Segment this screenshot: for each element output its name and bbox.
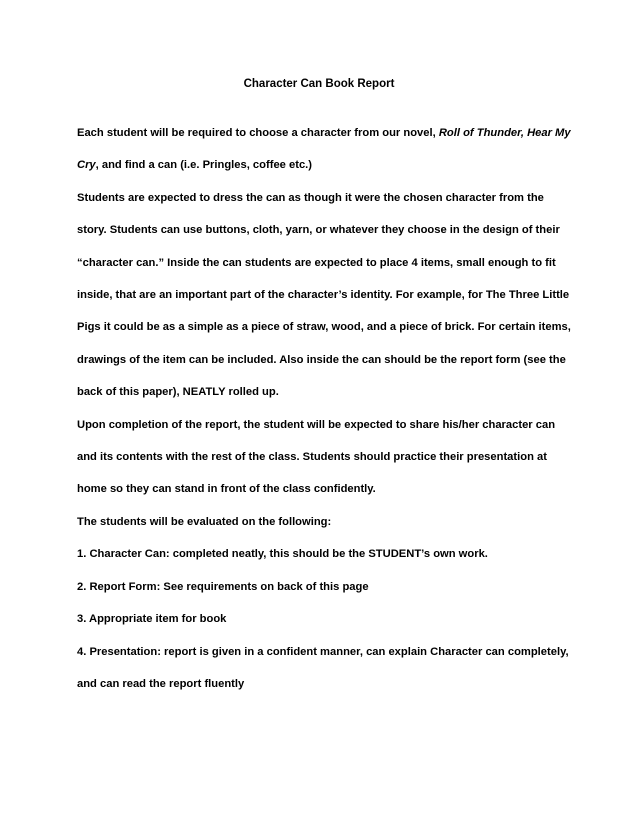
novel-title: Roll of Thunder, Hear My Cry [77,127,571,172]
presentation-paragraph: Upon completion of the report, the student will be expected to share his/her character can and its contents with the rest of the class. Students should practice their presentation at home so they can stand in front of the class confidently. [77,418,556,496]
criteria-item: 2. Report Form: See requirements on back of this page [77,580,369,593]
intro-text-part2: , and find a can (i.e. Pringles, coffee etc.) [95,159,312,172]
intro-text-part1: Each student will be required to choose a character from our novel, [77,127,439,139]
document-title: Character Can Book Report [243,78,395,90]
evaluation-intro: The students will be evaluated on the following: [77,515,332,528]
document-body [77,117,572,700]
criteria-item: 3. Appropriate item for book [77,613,227,626]
criteria-item: 1. Character Can: completed neatly, this should be the STUDENT’s own work. [77,548,488,561]
intro-paragraph [77,117,572,182]
criteria-item: 4. Presentation: report is given in a confident manner, can explain Character can completely, and can read the report fluently [77,645,569,690]
instructions-paragraph: Students are expected to dress the can as though it were the chosen character from the story. Students can use buttons, cloth, yarn, or whatever they choose in the design of their “character can.” Inside the can students are expected to place 4 items, small enough to fit inside, that are an important part of the character’s identity. For example, for The Three Little Pigs it could be as a simple as a piece of straw, wood, and a piece of brick. For certain items, drawings of the item can be included. Also inside the can should be the report form (see the back of this paper), NEATLY rolled up. [77,191,571,399]
